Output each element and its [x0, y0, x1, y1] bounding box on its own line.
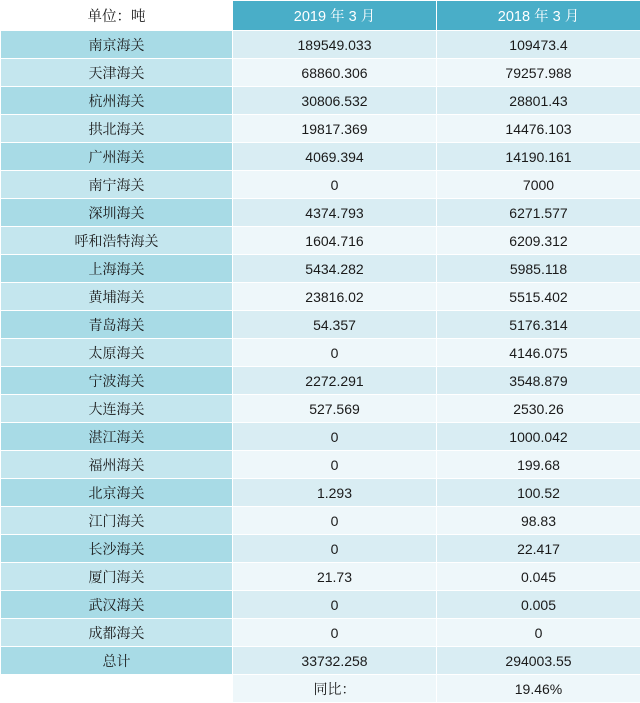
value-2018-cell: 98.83 — [437, 507, 640, 535]
table-row — [1, 563, 640, 591]
customs-name-cell: 宁波海关 — [1, 367, 233, 395]
table-row — [1, 283, 640, 311]
table-row — [1, 143, 640, 171]
value-2019-cell: 54.357 — [233, 311, 437, 339]
value-2018-cell: 6209.312 — [437, 227, 640, 255]
customs-name-cell: 深圳海关 — [1, 199, 233, 227]
value-2018-cell: 199.68 — [437, 451, 640, 479]
table-row — [1, 31, 640, 59]
value-2019-cell: 23816.02 — [233, 283, 437, 311]
customs-name-cell: 南京海关 — [1, 31, 233, 59]
total-row — [1, 647, 640, 675]
value-2019-cell: 1604.716 — [233, 227, 437, 255]
value-2019-cell: 1.293 — [233, 479, 437, 507]
value-2018-cell: 109473.4 — [437, 31, 640, 59]
value-2019-cell: 0 — [233, 507, 437, 535]
value-2018-cell: 4146.075 — [437, 339, 640, 367]
table-row — [1, 311, 640, 339]
value-2019-cell: 0 — [233, 535, 437, 563]
value-2018-cell: 14190.161 — [437, 143, 640, 171]
table-row — [1, 451, 640, 479]
customs-name-cell: 成都海关 — [1, 619, 233, 647]
customs-name-cell: 广州海关 — [1, 143, 233, 171]
table-row — [1, 423, 640, 451]
customs-name-cell: 武汉海关 — [1, 591, 233, 619]
total-2018-cell: 294003.55 — [437, 647, 640, 675]
total-2019-cell: 33732.258 — [233, 647, 437, 675]
value-2019-cell: 0 — [233, 339, 437, 367]
customs-name-cell: 太原海关 — [1, 339, 233, 367]
value-2019-cell: 4069.394 — [233, 143, 437, 171]
value-2018-cell: 14476.103 — [437, 115, 640, 143]
table-row — [1, 395, 640, 423]
customs-name-cell: 长沙海关 — [1, 535, 233, 563]
value-2019-cell: 68860.306 — [233, 59, 437, 87]
value-2018-cell: 22.417 — [437, 535, 640, 563]
unit-label: 单位：吨 — [1, 1, 233, 31]
yoy-row — [1, 675, 640, 703]
value-2019-cell: 189549.033 — [233, 31, 437, 59]
total-label: 总计 — [1, 647, 233, 675]
value-2018-cell: 6271.577 — [437, 199, 640, 227]
customs-name-cell: 呼和浩特海关 — [1, 227, 233, 255]
customs-name-cell: 杭州海关 — [1, 87, 233, 115]
customs-name-cell: 厦门海关 — [1, 563, 233, 591]
yoy-value: 19.46% — [437, 675, 640, 703]
value-2019-cell: 0 — [233, 619, 437, 647]
table-header-row — [1, 1, 640, 31]
value-2019-cell: 2272.291 — [233, 367, 437, 395]
table-row — [1, 59, 640, 87]
table-row — [1, 87, 640, 115]
value-2018-cell: 1000.042 — [437, 423, 640, 451]
table-row — [1, 171, 640, 199]
table-row — [1, 255, 640, 283]
table-row — [1, 339, 640, 367]
value-2018-cell: 0.005 — [437, 591, 640, 619]
value-2019-cell: 19817.369 — [233, 115, 437, 143]
customs-name-cell: 湛江海关 — [1, 423, 233, 451]
table-row — [1, 507, 640, 535]
value-2018-cell: 3548.879 — [437, 367, 640, 395]
table-row — [1, 591, 640, 619]
table-row — [1, 535, 640, 563]
value-2018-cell: 5515.402 — [437, 283, 640, 311]
value-2019-cell: 0 — [233, 591, 437, 619]
customs-name-cell: 拱北海关 — [1, 115, 233, 143]
yoy-label: 同比： — [233, 675, 437, 703]
table-row — [1, 619, 640, 647]
value-2019-cell: 0 — [233, 451, 437, 479]
value-2018-cell: 0 — [437, 619, 640, 647]
column-header-2019: 2019 年 3 月 — [233, 1, 437, 31]
customs-name-cell: 北京海关 — [1, 479, 233, 507]
value-2019-cell: 0 — [233, 171, 437, 199]
customs-name-cell: 上海海关 — [1, 255, 233, 283]
value-2019-cell: 21.73 — [233, 563, 437, 591]
value-2018-cell: 79257.988 — [437, 59, 640, 87]
value-2019-cell: 4374.793 — [233, 199, 437, 227]
value-2018-cell: 2530.26 — [437, 395, 640, 423]
customs-name-cell: 大连海关 — [1, 395, 233, 423]
customs-name-cell: 天津海关 — [1, 59, 233, 87]
value-2018-cell: 0.045 — [437, 563, 640, 591]
table-row — [1, 199, 640, 227]
value-2018-cell: 5985.118 — [437, 255, 640, 283]
table-row — [1, 115, 640, 143]
table-body — [1, 1, 640, 703]
value-2019-cell: 0 — [233, 423, 437, 451]
customs-name-cell: 黄埔海关 — [1, 283, 233, 311]
customs-name-cell: 江门海关 — [1, 507, 233, 535]
empty-cell — [1, 675, 233, 703]
customs-name-cell: 福州海关 — [1, 451, 233, 479]
value-2019-cell: 527.569 — [233, 395, 437, 423]
customs-name-cell: 青岛海关 — [1, 311, 233, 339]
value-2019-cell: 5434.282 — [233, 255, 437, 283]
value-2018-cell: 100.52 — [437, 479, 640, 507]
table-row — [1, 479, 640, 507]
table-row — [1, 367, 640, 395]
column-header-2018: 2018 年 3 月 — [437, 1, 640, 31]
value-2019-cell: 30806.532 — [233, 87, 437, 115]
value-2018-cell: 28801.43 — [437, 87, 640, 115]
customs-name-cell: 南宁海关 — [1, 171, 233, 199]
value-2018-cell: 5176.314 — [437, 311, 640, 339]
table-row — [1, 227, 640, 255]
value-2018-cell: 7000 — [437, 171, 640, 199]
